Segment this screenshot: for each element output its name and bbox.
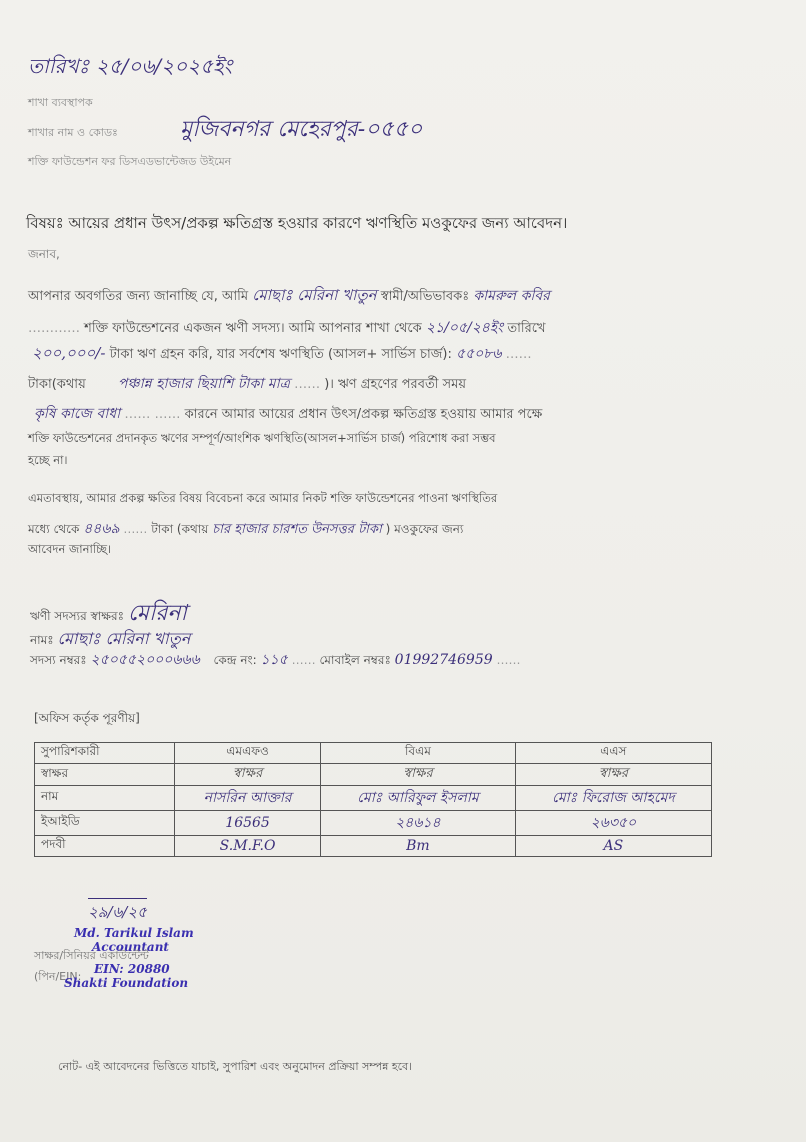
waive-words-hw: চার হাজার চারশত উনসত্তর টাকা [212,522,382,537]
body-line-2: ………… শক্তি ফাউন্ডেশনের একজন ঋণী সদস্য। আমি আপনার শাখা থেকে ২১/০৫/২৪ইং তারিখে [28,320,546,336]
table-cell: AS [515,836,711,857]
footer-label-2: (পিন/EIN: [34,970,82,983]
table-cell: পদবী [35,836,175,857]
body-text: মধ্যে থেকে [28,522,80,536]
sig-label: ঋণী সদস্যর স্বাক্ষরঃ [30,609,124,623]
body-text: তারিখে [507,321,546,336]
table-cell: এএস [515,743,711,764]
body-text: কারনে আমার আয়ের প্রধান উৎস/প্রকল্প ক্ষতিগ্রস্ত হওয়ায় আমার পক্ষে [184,407,543,422]
balance-hw: ৫৫০৮৬ [456,346,502,362]
member-no-hw: ২৫০৫৫২০০০৬৬৬ [90,652,200,668]
loan-date-hw: ২১/০৫/২৪ইং [425,320,504,336]
stamp-name: Md. Tarikul Islam [74,926,194,940]
table-row [35,786,712,811]
table-cell: নাম [35,786,175,811]
recipient: শাখা ব্যবস্থাপক [28,96,93,109]
org-name: শক্তি ফাউন্ডেশন ফর ডিসএডভান্টেজড উইমেন [28,155,232,168]
mobile-label: মোবাইল নম্বরঃ [319,653,391,667]
member-no-label: সদস্য নম্বরঃ [30,653,87,667]
mobile-hw: 01992746959 [394,652,493,668]
name-label: নামঃ [30,633,54,647]
guardian-hw: কামরুল কবির [473,288,550,304]
footer-signature-date: ২৯/৬/২৫ [88,898,147,926]
body-line-9: মধ্যে থেকে ৪৪৬৯ …… টাকা (কথায় চার হাজার চারশত উনসত্তর টাকা ) মওকুফের জন্য [28,521,464,537]
table-cell: বিএম [321,743,516,764]
applicant-name-hw: মোছাঃ মেরিনা খাতুন [57,629,191,648]
stamp-org: Shakti Foundation [64,976,189,990]
date-line: তারিখঃ ২৫/০৬/২০২৫ইং [28,54,233,78]
table-cell: নাসরিন আক্তার [175,786,321,811]
balance-words-hw: পঞ্চান্ন হাজার ছিয়াশি টাকা মাত্র [117,376,290,392]
signature-mark: স্বাক্ষর [321,764,516,786]
table-cell: S.M.F.O [175,836,321,857]
centre-hw: ১১৫ [260,652,288,668]
body-text: স্বামী/অভিভাবকঃ [380,289,470,304]
signature-mark: স্বাক্ষর [175,764,321,786]
stamp-id: EIN: 20880 [94,962,170,976]
centre-label: কেন্দ্র নং: [213,653,257,667]
table-cell: এমএফও [175,743,321,764]
body-line-3: ২০০,০০০/- টাকা ঋণ গ্রহন করি, যার সর্বশেষ ঋণস্থিতি (আসল+ সার্ভিস চার্জ): ৫৫০৮৬ …… [32,344,532,362]
body-text: আপনার অবগতির জন্য জানাচ্ছি যে, আমি [28,289,249,304]
subject: বিষয়ঃ আয়ের প্রধান উৎস/প্রকল্প ক্ষতিগ্রস্ত হওয়ার কারণে ঋণস্থিতি মওকুফের জন্য আবেদন। [26,214,568,232]
branch-value: মুজিবনগর মেহেরপুর-০৫৫০ [180,117,423,142]
table-cell: মোঃ ফিরোজ আহমেদ [515,786,711,811]
body-line-5: কৃষি কাজে বাধা …… …… কারনে আমার আয়ের প্রধান উৎস/প্রকল্প ক্ষতিগ্রস্ত হওয়ায় আমার পক্ষে [34,406,543,422]
table-cell: ২৬৩৫০ [515,811,711,836]
body-text: টাকা ঋণ গ্রহন করি, যার সর্বশেষ ঋণস্থিতি (আসল+ সার্ভিস চার্জ): [109,347,452,362]
table-cell: স্বাক্ষর [35,764,175,786]
body-line-10: আবেদন জানাচ্ছি। [28,542,112,556]
member-name-hw: মোছাঃ মেরিনা খাতুন [252,286,377,304]
loan-amount-hw: ২০০,০০০/- [32,344,106,362]
table-cell: 16565 [175,811,321,836]
signature-mark: স্বাক্ষর [515,764,711,786]
applicant-ids-row: সদস্য নম্বরঃ ২৫০৫৫২০০০৬৬৬ কেন্দ্র নং: ১১৫ …… মোবাইল নম্বরঃ 01992746959 …… [30,652,521,668]
body-line-6: শক্তি ফাউন্ডেশনের প্রদানকৃত ঋণের সম্পূর্ণ/আংশিক ঋণস্থিতি(আসল+সার্ভিস চার্জ) পরিশোধ করা সম্ভব [28,431,496,445]
body-text: শক্তি ফাউন্ডেশনের একজন ঋণী সদস্য। আমি আপনার শাখা থেকে [84,321,422,336]
body-text: ) মওকুফের জন্য [385,522,464,536]
waive-amount-hw: ৪৪৬৯ [83,521,120,537]
table-row [35,764,712,786]
body-line-8: এমতাবস্থায়, আমার প্রকল্প ক্ষতির বিষয় বিবেচনা করে আমার নিকট শক্তি ফাউন্ডেশনের পাওনা ঋণস্থিতির [28,491,498,505]
office-table [34,742,712,857]
body-text: টাকা(কথায় [28,377,86,392]
table-cell: Bm [321,836,516,857]
footer-note: নোট- এই আবেদনের ভিত্তিতে যাচাই, সুপারিশ এবং অনুমোদন প্রক্রিয়া সম্পন্ন হবে। [58,1060,413,1073]
table-cell: ২৪৬১৪ [321,811,516,836]
table-row [35,743,712,764]
applicant-signature: মেরিনা [127,601,187,626]
table-cell: সুপারিশকারী [35,743,175,764]
body-text: টাকা (কথায় [151,522,209,536]
body-line-1 [28,284,550,309]
footer-label-1: সাক্ষর/সিনিয়র একাউন্টেন্ট [34,949,149,962]
body-line-7: হচ্ছে না। [28,453,68,467]
table-cell: ইআইডি [35,811,175,836]
body-text: )। ঋণ গ্রহণের পরবর্তী সময় [324,377,467,392]
branch-label: শাখার নাম ও কোডঃ [28,126,118,139]
table-row [35,836,712,857]
salutation: জনাব, [28,247,60,261]
table-row [35,811,712,836]
cause-hw: কৃষি কাজে বাধা [34,406,121,422]
table-cell: মোঃ আরিফুল ইসলাম [321,786,516,811]
body-line-4: টাকা(কথায় পঞ্চান্ন হাজার ছিয়াশি টাকা মাত্র …… )। ঋণ গ্রহণের পরবর্তী সময় [28,376,467,392]
office-heading: [অফিস কর্তৃক পূরণীয়] [34,711,140,725]
stamp-title: Accountant [92,940,169,954]
